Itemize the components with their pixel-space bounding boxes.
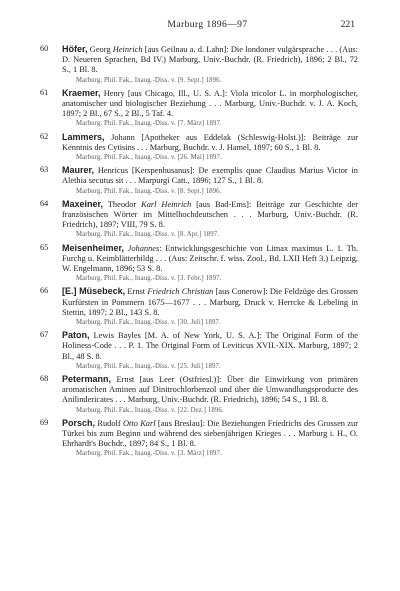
entry-surname: Höfer,: [62, 44, 88, 54]
entry-number: 69: [40, 417, 49, 427]
entry-text: Maurer, Henricus [Kerspenhusanus]: De exemplis quae Claudius Marius Victor in Alethia secutus sit . . . Marpurgi Catt., 1896; 127 S., 1 Bl. 8.: [62, 165, 358, 186]
list-item: [40, 374, 358, 415]
list-item: [40, 418, 358, 459]
list-item: [40, 330, 358, 371]
entry-note: Marburg, Phil. Fak., Inaug.-Diss. v. [8. Sept.] 1896.: [76, 187, 222, 195]
entry-text: Paton, Lewis Bayles [M. A. of New York, U. S. A.]: The Original Form of the Holiness-Code . . . P. 1. The Original Form of Leviticus XVII.-XIX. Marburg, 1897; 2 Bl., 48 S. 8.: [62, 330, 358, 361]
page-number: 221: [340, 19, 355, 30]
entry-note: Marburg, Phil. Fak., Inaug.-Diss. v. [25. Juli] 1897.: [76, 362, 221, 370]
entry-text: Höfer, Georg Heinrich [aus Geilnau a. d. Lahn]: Die londoner vulgärsprache . . . (Aus: D. Neueren Sprachen, Bd IV.) Marburg, Univ.-Buchdr. (R. Friedrich), 1896; 2 Bl., 72 S., 1 Bl. 8.: [62, 44, 359, 75]
running-title: Marburg 1896—97: [167, 19, 248, 30]
entry-surname: Maurer,: [62, 165, 95, 176]
entry-given-name: Friedrich Christian: [147, 287, 214, 297]
list-item: [40, 165, 358, 195]
entry-number: 65: [40, 242, 49, 252]
entry-note: Marburg, Phil. Fak., Inaug.-Diss. v. [9. Sept.] 1896.: [76, 76, 222, 84]
entry-surname: Maxeiner,: [62, 198, 104, 209]
entry-surname: Petermann,: [62, 373, 112, 384]
entry-surname: Paton,: [62, 330, 90, 341]
entry-surname: Porsch,: [62, 417, 96, 428]
entry-note: Marburg, Phil. Fak., Inaug.-Diss. v. [7. März] 1897.: [76, 120, 222, 128]
entry-text: Porsch, Rudolf Otto Karl [aus Breslau]: Die Beziehungen Friedrichs des Grossen zur Türkei bis zum Beginn und während des siebenjährigen Krieges . . . Marburg i. H., O. Ehrhardt's Buchdr., 1897; 84 S., 1 Bl. 8.: [62, 417, 359, 449]
entry-number: 62: [40, 131, 49, 141]
entry-text: Meisenheimer, Johannes: Entwicklungsgeschichte von Limax maximus L. 1. Th. Furchg u. Keimblätterbildg . . . (Aus: Zeitschr. f. wiss. Zool., Bd. LXII Heft 3.) Leipzig, W. Engelmann, 1896; 53 S. 8.: [62, 242, 358, 273]
entry-number: 60: [40, 44, 49, 53]
entry-text: Maxeiner, Theodor Karl Heinrich [aus Bad-Ems]: Beiträge zur Geschichte der französischen Wörter im Mittelhochdeutschen . . . Marburg, Univ.-Buchdr. (R. Friedrich), 1897; VIII, 79 S. 8.: [62, 198, 358, 230]
running-header: [60, 19, 355, 33]
list-item: [40, 199, 358, 240]
list-item: [40, 132, 358, 162]
entry-surname: [E.] Müsebeck,: [62, 286, 126, 297]
entry-given-name: Karl Heinrich: [141, 199, 192, 209]
entry-number: 64: [40, 198, 49, 208]
entry-note: Marburg, Phil. Fak., Inaug.-Diss. v. [3. Febr.] 1897.: [76, 275, 222, 283]
entry-number: 68: [40, 373, 49, 383]
entry-number: 67: [40, 330, 49, 340]
entry-text: Lammers, Johann [Apotheker aus Eddelak (Schleswig-Holst.)]: Beiträge zur Kenntnis des Cytisins . . . Marburg, Buchdr. v. J. Hamel, 1897; 60 S., 1 Bl. 8.: [62, 131, 359, 152]
entry-surname: Lammers,: [62, 131, 105, 142]
entry-number: 61: [40, 87, 49, 97]
entry-surname: Kraemer,: [62, 87, 101, 98]
list-item: [40, 44, 358, 85]
entry-number: 63: [40, 165, 49, 175]
entry-given-name: Johannes: [127, 243, 160, 253]
entry-text: Kraemer, Henry [aus Chicago, Ill., U. S. A.]: Viola tricolor L. in morphologischer, anatomischer und biologischer Beziehung . . . Marburg, Univ.-Buchdr. v. J. A. Koch, 1897; 2 Bl., 67 S., 2 Bl., 5 Taf. 4.: [62, 87, 358, 119]
entry-note: Marburg, Phil. Fak., Inaug.-Diss. v. [30. Juli] 1897.: [76, 318, 221, 326]
entry-text: Petermann, Ernst [aus Leer (Ostfriesl.)]: Über die Einwirkung von primären aromatischen Aminen auf Dinitrochlorbenzol und über die Umwandlungsproducte des Anilindericates . . . Marburg, Univ.-Buchdr. (R. Friedrich), 1896; 54 S., 1 Bl. 8.: [62, 373, 358, 405]
entry-given-name: Otto Karl: [122, 418, 156, 428]
entry-number: 66: [40, 286, 49, 296]
entry-note: Marburg, Phil. Fak., Inaug.-Diss. v. [3. März] 1897.: [76, 450, 222, 458]
list-item: [40, 243, 358, 284]
entry-text: [E.] Müsebeck, Ernst Friedrich Christian [aus Conerow]: Die Feldzüge des Grossen Kurfürsten in Pommern 1675—1677 . . . Marburg, Druck v. Herrcke & Lebeling in Stettin, 1897; 2 Bl., 143 S. 8.: [62, 286, 358, 317]
list-item: [40, 88, 358, 129]
entry-note: Marburg, Phil. Fak., Inaug.-Diss. v. [26. Mai] 1897.: [76, 154, 222, 161]
entry-surname: Meisenheimer,: [62, 242, 125, 253]
entry-note: Marburg, Phil. Fak., Inaug.-Diss. v. [22. Dez.] 1896.: [76, 406, 224, 414]
entry-list: [40, 44, 358, 462]
entry-note: Marburg, Phil. Fak., Inaug.-Diss. v. [8. Apr.] 1897.: [76, 231, 220, 239]
entry-given-name: Heinrich: [112, 45, 143, 54]
list-item: [40, 286, 358, 327]
